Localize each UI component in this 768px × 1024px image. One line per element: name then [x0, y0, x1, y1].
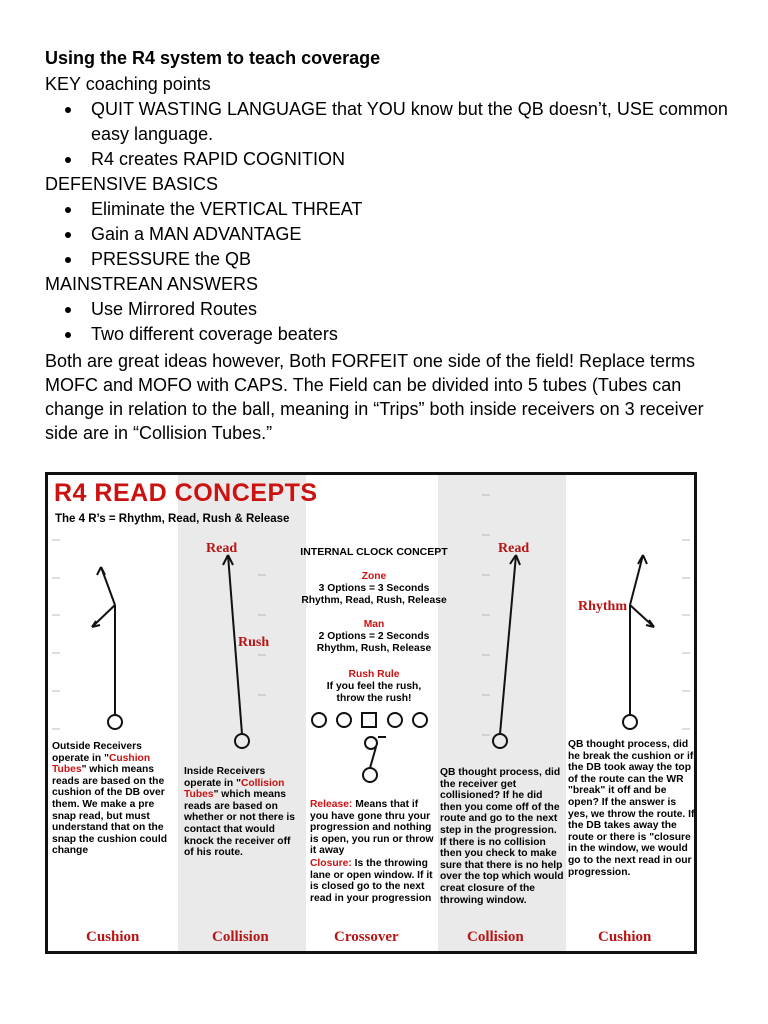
rhythm-label: Rhythm: [578, 599, 628, 614]
rush-rule-line-2: throw the rush!: [336, 693, 412, 704]
section-heading: KEY coaching points: [45, 74, 211, 94]
rush-rule-label: Rush Rule: [348, 669, 400, 680]
note-text: " which means reads are based on the cushion of the DB over them. We make a pre snap read, but must understand that on the snap the cushion could change: [52, 764, 167, 857]
document-body: [45, 44, 735, 445]
closure-note: [310, 858, 438, 904]
qb-collision-note: QB thought process, did the receiver get collisioned? If he did then you come off of the route and go to the next step in the progression. If there is no collision then you check to make sure that there is no help over the top which would creat closure of the throwing window.: [440, 767, 564, 906]
note-highlight: Cushion Tubes: [52, 752, 151, 776]
note-highlight: Collision Tubes: [184, 777, 285, 801]
tube-label: Cushion: [86, 929, 140, 945]
note-text: Inside Receivers operate in ": [184, 766, 266, 789]
tube-label: Cushion: [598, 929, 652, 945]
lineman-icon: [337, 713, 351, 727]
rush-label: Rush: [238, 635, 270, 650]
list-item: Two different coverage beaters: [91, 322, 735, 347]
body-paragraph: Both are great ideas however, Both FORFEIT one side of the field! Replace terms MOFC and MOFO with CAPS. The Field can be divided into 5 tubes (Tubes can change in relation to the ball, meaning in “Trips” both inside receivers on 3 receiver side are in “Collision Tubes.”: [45, 351, 704, 443]
r4-diagram: [45, 472, 697, 954]
bullet-list: [45, 197, 735, 272]
receiver-icon: [235, 734, 249, 748]
rb-icon: [363, 768, 377, 782]
man-line-2: Rhythm, Rush, Release: [316, 643, 432, 654]
release-note: [310, 799, 438, 857]
section-heading: MAINSTREAN ANSWERS: [45, 274, 259, 294]
list-item: Use Mirrored Routes: [91, 297, 735, 322]
qb-cushion-note: QB thought process, did he break the cushion or if the DB took away the top of the route can the WR "break" it off and be open? If the answer is yes, we throw the route. If the DB takes away the route or there is "closure in the window, we would go to the next read in our progression.: [568, 739, 695, 878]
read-label: Read: [206, 541, 238, 556]
section-heading: DEFENSIVE BASICS: [45, 174, 219, 194]
bullet-list: [45, 97, 735, 172]
lineman-icon: [388, 713, 402, 727]
receiver-icon: [493, 734, 507, 748]
man-line-1: 2 Options = 2 Seconds: [318, 631, 430, 642]
outside-receivers-note: [52, 741, 180, 857]
read-label: Read: [498, 541, 530, 556]
zone-line-2: Rhythm, Read, Rush, Release: [301, 595, 447, 606]
note-text: Means that if you have gone thru your progression and nothing is open, you run or throw it away: [310, 799, 434, 857]
list-item: R4 creates RAPID COGNITION: [91, 147, 735, 172]
lineman-icon: [312, 713, 326, 727]
figure-title: R4 READ CONCEPTS: [54, 479, 318, 507]
note-text: Outside Receivers operate in ": [52, 741, 142, 764]
note-text: " which means reads are based on whether or not there is contact that would knock the receiver off of his route.: [184, 789, 295, 859]
list-item: Gain a MAN ADVANTAGE: [91, 222, 735, 247]
note-text: Is the throwing lane or open window. If it is closed go to the next read in your progression: [310, 858, 433, 904]
bullet-list: [45, 297, 735, 347]
rush-rule-line-1: If you feel the rush,: [326, 681, 422, 692]
release-label: Release:: [310, 799, 353, 810]
receiver-icon: [108, 715, 122, 729]
list-item: QUIT WASTING LANGUAGE that YOU know but the QB doesn’t, USE common easy language.: [91, 97, 735, 147]
zone-label: Zone: [361, 571, 387, 582]
lineman-icon: [413, 713, 427, 727]
inside-receivers-note: [184, 766, 302, 859]
figure-subtitle: The 4 R’s = Rhythm, Read, Rush & Release: [55, 513, 290, 525]
list-item: PRESSURE the QB: [91, 247, 735, 272]
receiver-icon: [623, 715, 637, 729]
doc-title: Using the R4 system to teach coverage: [45, 48, 381, 68]
closure-label: Closure:: [310, 858, 352, 869]
tube-label: Collision: [467, 929, 524, 945]
tube-label: Collision: [212, 929, 269, 945]
clock-concept-title: INTERNAL CLOCK CONCEPT: [300, 546, 448, 558]
zone-line-1: 3 Options = 3 Seconds: [318, 583, 430, 594]
list-item: Eliminate the VERTICAL THREAT: [91, 197, 735, 222]
tube-label: Crossover: [334, 929, 399, 945]
center-icon: [362, 713, 376, 727]
man-label: Man: [363, 619, 385, 630]
